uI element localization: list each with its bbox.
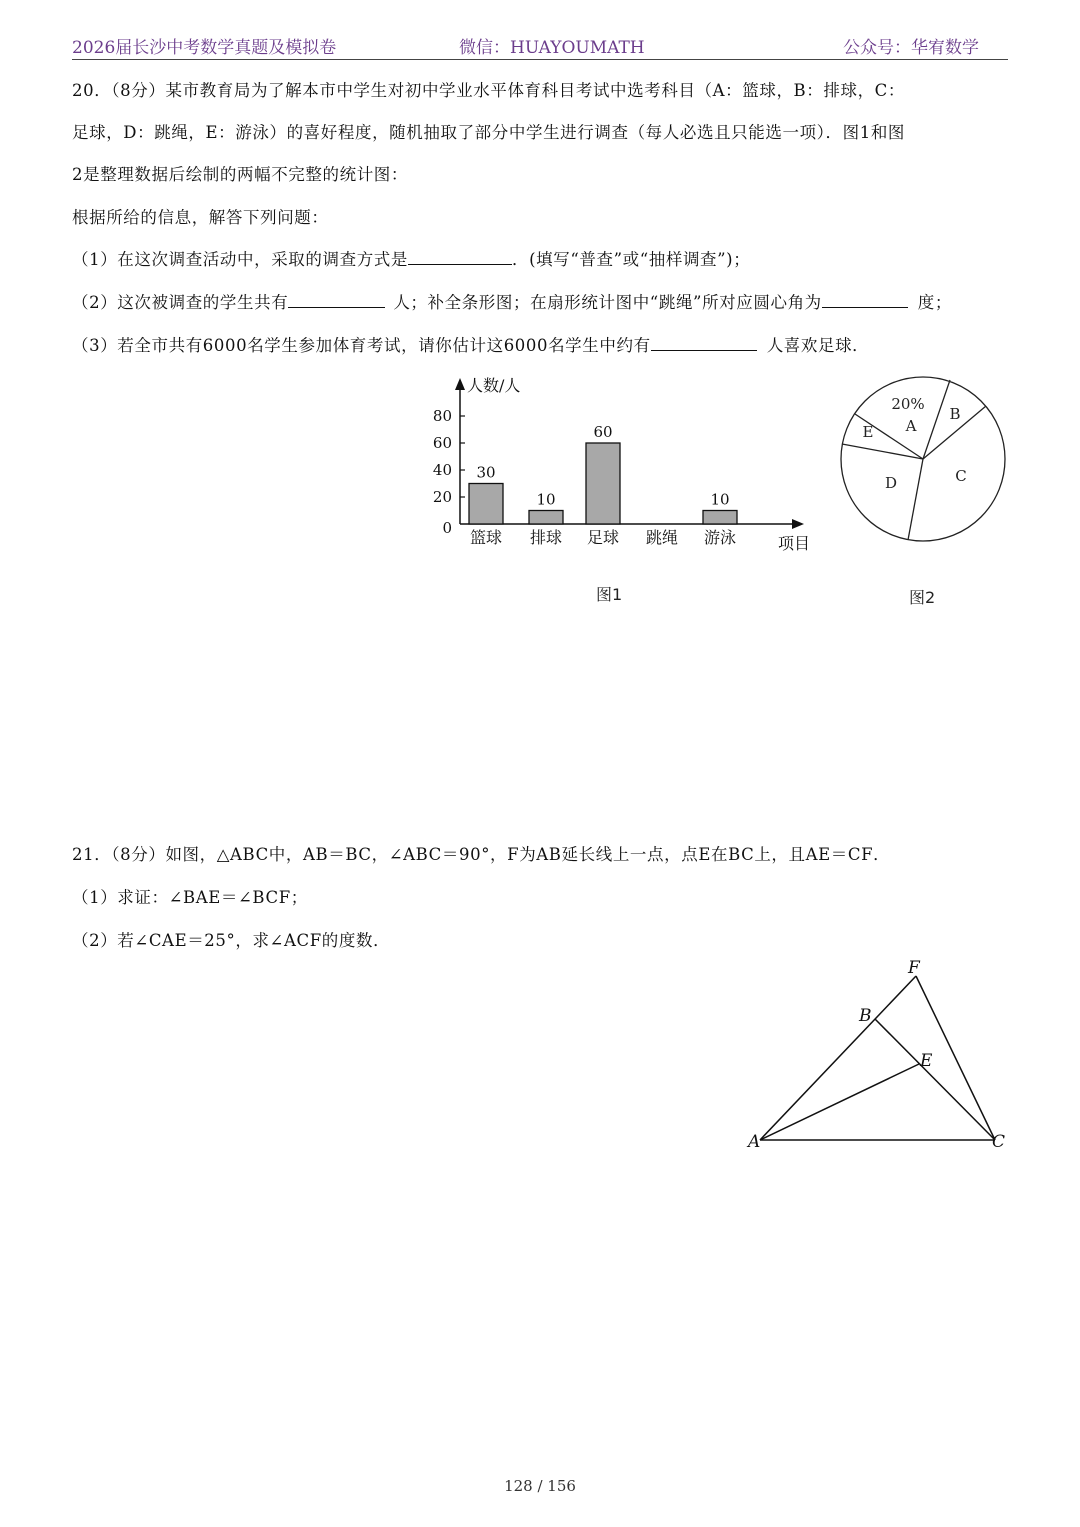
header-title: 2026届长沙中考数学真题及模拟卷 [72, 38, 337, 58]
answer-blank-3[interactable] [822, 291, 908, 308]
header-divider [72, 59, 1008, 60]
pie-label-b: B [949, 405, 961, 423]
pie-a-percent: 20% [891, 395, 925, 413]
bar-chart [420, 368, 820, 568]
q20-part2-text: （2）这次被调查的学生共有 [72, 293, 289, 312]
pie-label-e: E [862, 423, 874, 441]
q21-line1: 21．（8分）如图，△ABC中，AB＝BC，∠ABC＝90°，F为AB延长线上一点，点E在BC上，且AE＝CF． [72, 845, 891, 864]
q20-part2 [72, 289, 952, 313]
figure2-caption: 图2 [909, 588, 936, 607]
y-tick-label: 40 [432, 461, 452, 479]
category-label: 排球 [529, 528, 563, 547]
bar-3 [586, 443, 620, 524]
q20-line3: 2是整理数据后绘制的两幅不完整的统计图： [72, 165, 408, 184]
category-label: 足球 [586, 528, 620, 547]
q20-part1-hint: ．(填写“普查”或“抽样调查”)； [512, 250, 751, 269]
q20-part1 [72, 246, 750, 270]
bar-2 [529, 511, 563, 525]
q20-part1-text: （1）在这次调查活动中，采取的调查方式是 [72, 250, 408, 269]
q20-line4: 根据所给的信息，解答下列问题： [72, 208, 329, 227]
q20-part2-end: 度； [917, 293, 952, 312]
answer-blank-2[interactable] [288, 291, 385, 308]
header-account: 公众号：华宥数学 [843, 38, 979, 58]
figure1-caption: 图1 [596, 585, 623, 604]
q20-part3 [72, 332, 869, 356]
point-label-c: C [992, 1132, 1006, 1152]
bar-value-label: 30 [476, 463, 496, 482]
header-wechat: 微信：HUAYOUMATH [459, 38, 645, 58]
pie-label-d: D [884, 474, 898, 492]
y-tick-label: 80 [432, 407, 452, 425]
category-label: 跳绳 [645, 528, 679, 547]
y-tick-label: 60 [432, 434, 452, 452]
segment-af [760, 976, 916, 1140]
bar-value-label: 10 [710, 490, 730, 509]
segment-bc [875, 1019, 995, 1140]
q20-part2-mid: 人；补全条形图；在扇形统计图中“跳绳”所对应圆心角为 [393, 293, 822, 312]
q20-part3-text: （3）若全市共有6000名学生参加体育考试，请你估计这6000名学生中约有 [72, 336, 651, 355]
pie-label-c: C [955, 467, 967, 485]
x-axis-arrow [792, 519, 804, 529]
q21-part1: （1）求证：∠BAE＝∠BCF； [72, 888, 308, 907]
page-number: 128 / 156 [504, 1477, 576, 1495]
x-axis-label: 项目 [778, 534, 811, 553]
point-label-f: F [908, 958, 920, 978]
q20-line1: 20．（8分）某市教育局为了解本市中学生对初中学业水平体育科目考试中选考科目（A：篮球，B：排球，C： [72, 81, 906, 100]
bar-value-label: 60 [593, 423, 613, 441]
y-axis-arrow [455, 378, 465, 390]
y-tick-label: 20 [432, 488, 452, 506]
bar-value-label: 10 [536, 490, 556, 509]
q20-part3-end: 人喜欢足球． [766, 336, 870, 355]
pie-label-a: A [905, 417, 917, 435]
y-axis-label: 人数/人 [467, 376, 521, 395]
q21-part2: （2）若∠CAE＝25°，求∠ACF的度数． [72, 931, 391, 950]
triangle-figure [720, 945, 1020, 1160]
q20-line2: 足球，D：跳绳，E：游泳）的喜好程度，随机抽取了部分中学生进行调查（每人必选且只能选一项）．图1和图 [72, 123, 906, 142]
category-label: 游泳 [703, 528, 737, 547]
pie-chart [830, 368, 1020, 558]
answer-blank-1[interactable] [408, 248, 512, 265]
point-label-a: A [748, 1132, 761, 1152]
point-label-b: B [859, 1006, 872, 1026]
category-label: 篮球 [469, 528, 503, 547]
y-tick-label: 0 [442, 519, 452, 537]
point-label-e: E [920, 1051, 933, 1071]
answer-blank-4[interactable] [651, 334, 757, 351]
bar-5 [703, 511, 737, 525]
segment-ae [760, 1064, 919, 1140]
bar-1 [469, 484, 503, 525]
